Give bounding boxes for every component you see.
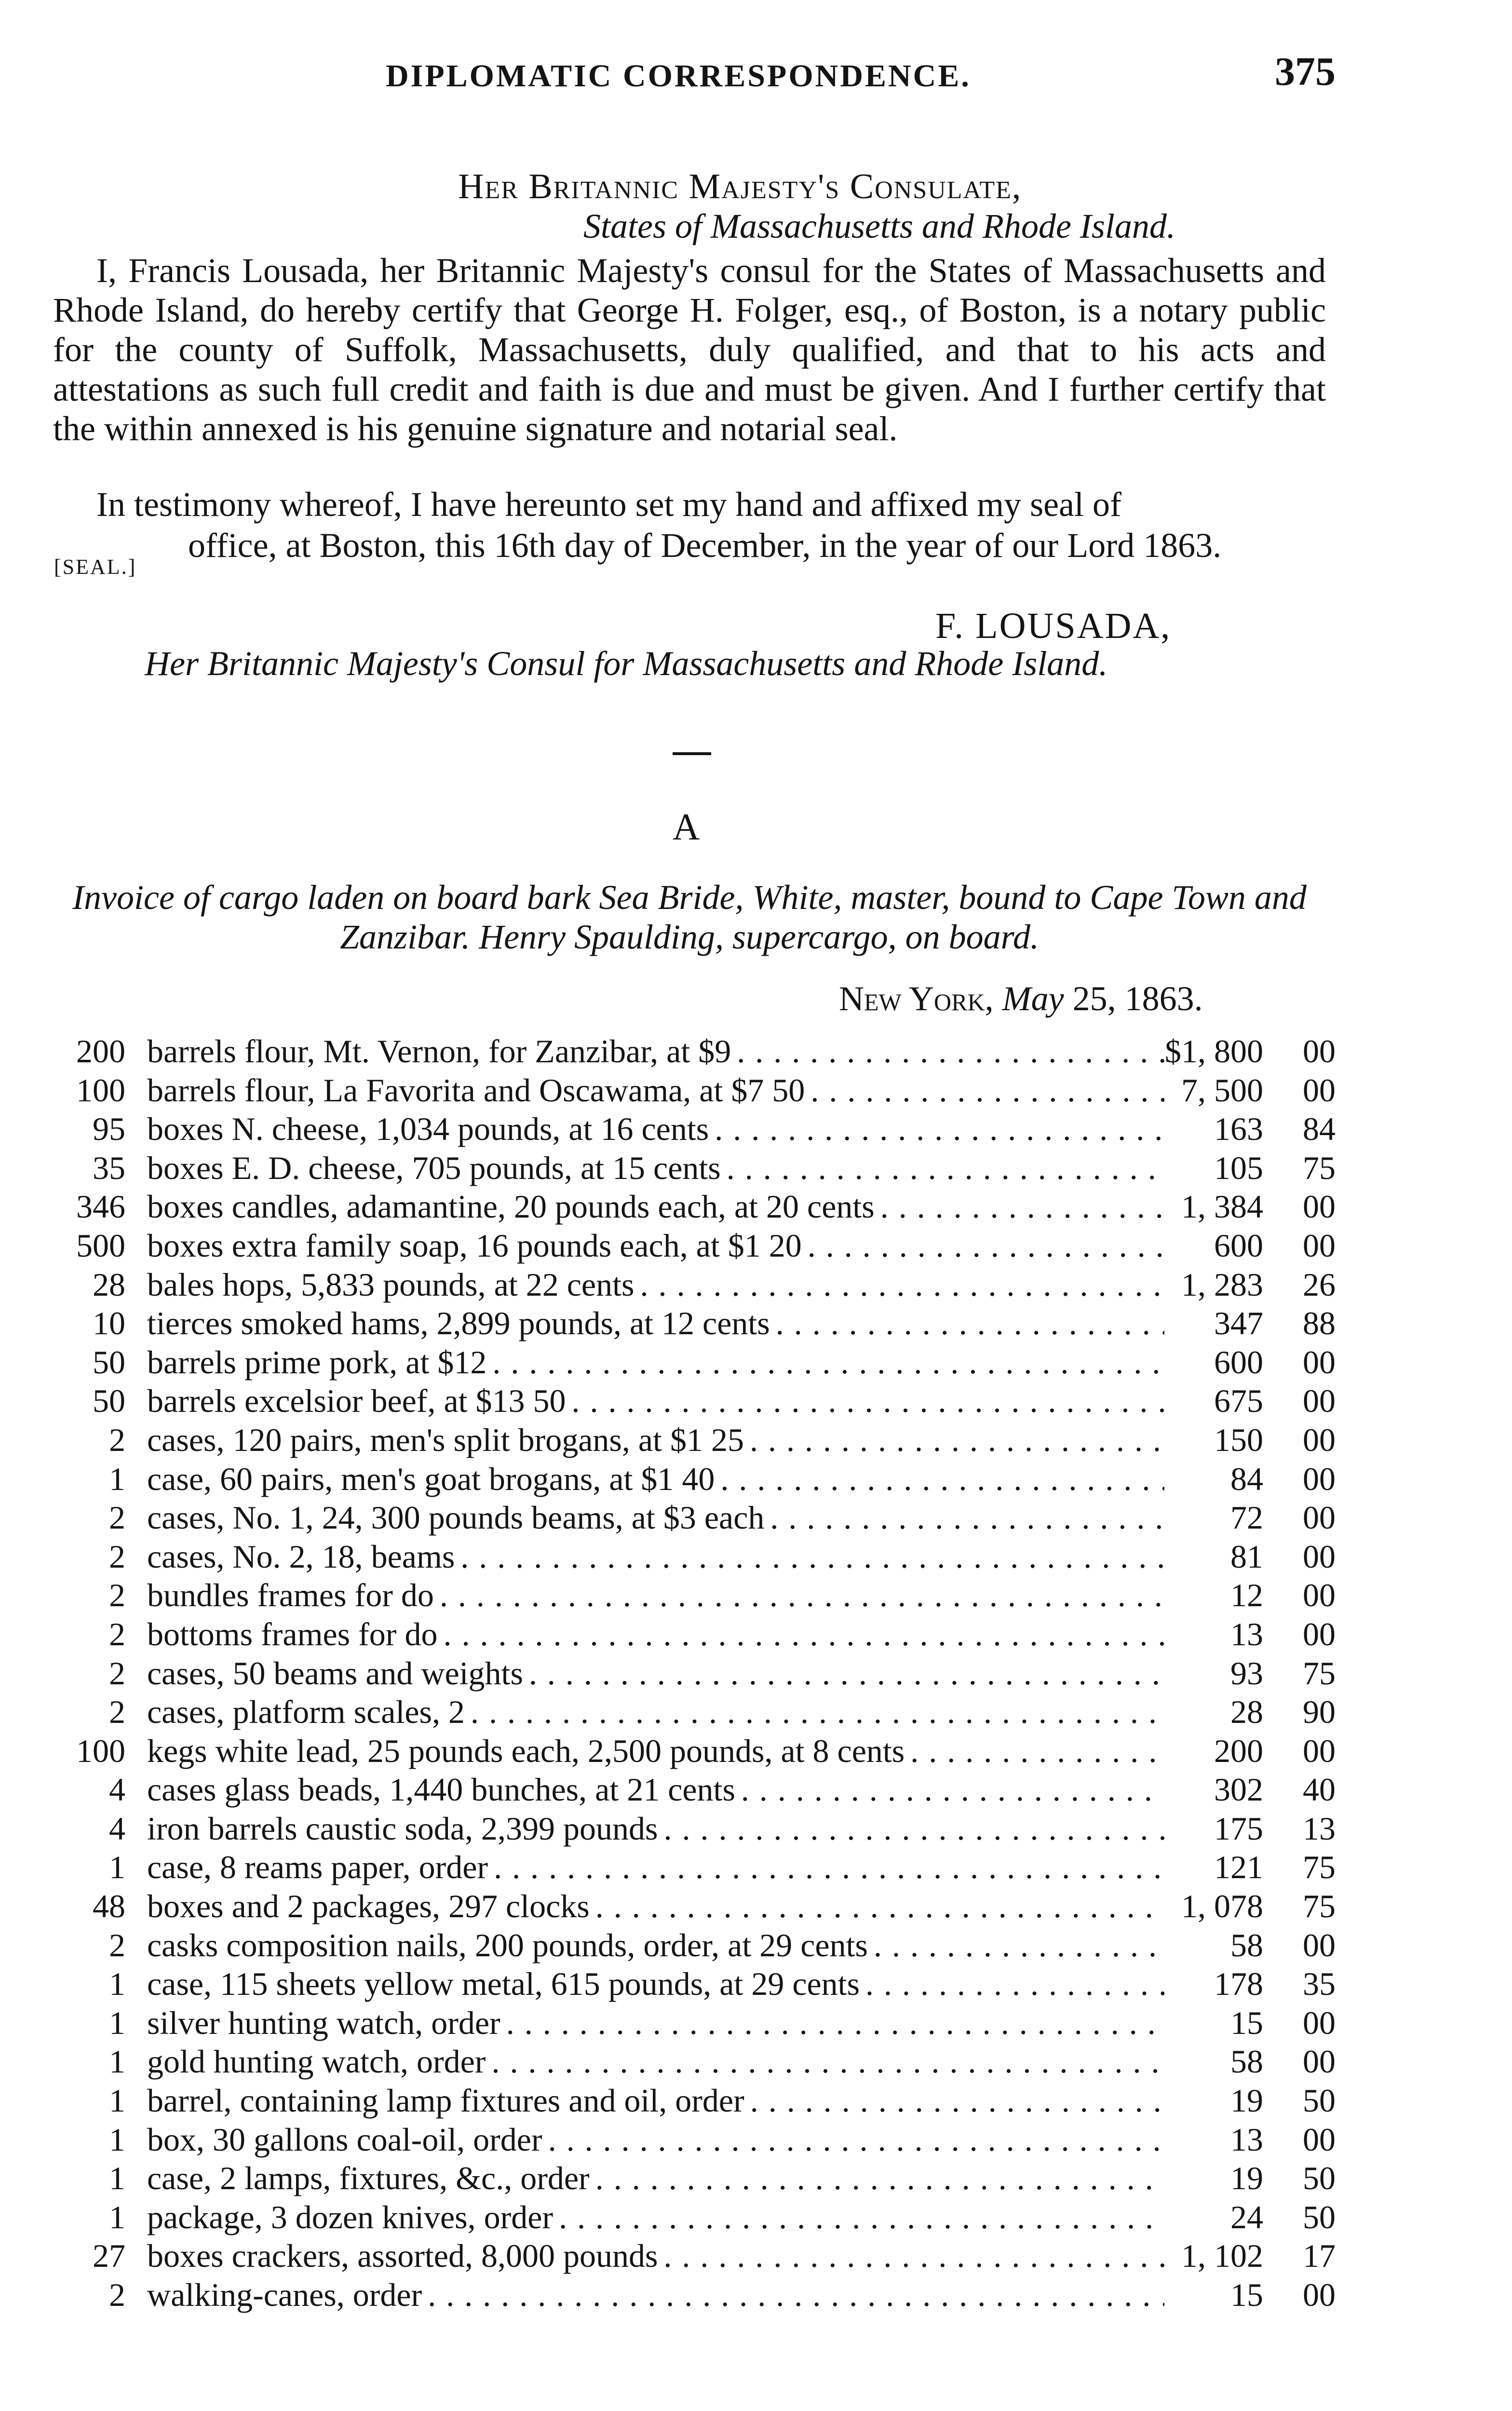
invoice-row xyxy=(53,1848,1336,1887)
item-cents: 00 xyxy=(1303,1421,1336,1458)
item-description: barrel, containing lamp fixtures and oil, order xyxy=(147,2082,750,2119)
invoice-row xyxy=(53,1537,1336,1576)
item-amount: 1, 102 xyxy=(1181,2237,1263,2275)
item-description: cases, platform scales, 2 xyxy=(147,1693,471,1730)
invoice-row xyxy=(53,1693,1336,1732)
item-cents: 00 xyxy=(1303,1227,1336,1264)
consulate-heading: Her Britannic Majesty's Consulate, xyxy=(458,167,1022,206)
item-leader xyxy=(147,1032,1164,1070)
running-head xyxy=(48,48,1336,101)
invoice-row xyxy=(53,2198,1336,2237)
item-leader xyxy=(147,2081,1164,2120)
invoice-row xyxy=(53,1732,1336,1771)
section-letter: A xyxy=(673,806,700,848)
dateline-rest: 25, 1863. xyxy=(1072,979,1203,1018)
item-quantity: 1 xyxy=(109,1849,125,1886)
item-quantity: 1 xyxy=(109,1965,125,2003)
item-quantity: 1 xyxy=(109,2043,125,2080)
page-number: 375 xyxy=(1275,49,1336,94)
item-amount: 105 xyxy=(1214,1149,1263,1186)
invoice-row xyxy=(53,1654,1336,1693)
item-quantity: 50 xyxy=(93,1382,125,1420)
item-amount: 200 xyxy=(1214,1732,1263,1769)
item-quantity: 35 xyxy=(93,1149,125,1186)
item-leader xyxy=(147,1732,1164,1770)
item-description: boxes and 2 packages, 297 clocks xyxy=(147,1888,595,1924)
signer-name: F. LOUSADA, xyxy=(935,606,1172,646)
item-description: barrels prime pork, at $12 xyxy=(147,1344,492,1381)
item-quantity: 2 xyxy=(109,1926,125,1964)
item-quantity: 500 xyxy=(76,1227,125,1264)
item-description: case, 60 pairs, men's goat brogans, at $1 40 xyxy=(147,1461,720,1497)
invoice-row xyxy=(53,1071,1336,1110)
item-cents: 75 xyxy=(1303,1888,1336,1925)
item-description: tierces smoked hams, 2,899 pounds, at 12 cents xyxy=(147,1305,776,1341)
item-description: boxes candles, adamantine, 20 pounds each, at 20 cents xyxy=(147,1188,880,1225)
item-leader xyxy=(147,1265,1164,1304)
item-cents: 40 xyxy=(1303,1771,1336,1808)
dateline-month: May xyxy=(1002,979,1064,1018)
item-quantity: 2 xyxy=(109,1538,125,1575)
invoice-row xyxy=(53,1926,1336,1965)
invoice-row xyxy=(53,1304,1336,1343)
item-amount: 12 xyxy=(1230,1577,1263,1614)
item-quantity: 2 xyxy=(109,1421,125,1458)
item-quantity: 2 xyxy=(109,1654,125,1692)
item-quantity: 4 xyxy=(109,1810,125,1847)
invoice-row xyxy=(53,1576,1336,1615)
invoice-row xyxy=(53,1187,1336,1226)
item-cents: 00 xyxy=(1303,1033,1336,1070)
item-description: boxes E. D. cheese, 705 pounds, at 15 cents xyxy=(147,1150,727,1186)
item-amount: 163 xyxy=(1214,1111,1263,1148)
item-description: box, 30 gallons coal-oil, order xyxy=(147,2121,548,2158)
item-leader xyxy=(147,1110,1164,1148)
item-cents: 35 xyxy=(1303,1965,1336,2003)
item-description: barrels flour, Mt. Vernon, for Zanzibar, at $9 xyxy=(147,1033,737,1070)
item-cents: 00 xyxy=(1303,1732,1336,1769)
invoice-row xyxy=(53,1265,1336,1304)
item-description: iron barrels caustic soda, 2,399 pounds xyxy=(147,1810,663,1847)
invoice-row xyxy=(53,1964,1336,2004)
item-cents: 75 xyxy=(1303,1149,1336,1186)
item-cents: 26 xyxy=(1303,1266,1336,1303)
item-leader xyxy=(147,1149,1164,1187)
item-cents: 00 xyxy=(1303,1615,1336,1652)
item-description: bales hops, 5,833 pounds, at 22 cents xyxy=(147,1266,640,1303)
item-leader xyxy=(147,2276,1164,2314)
invoice-row xyxy=(53,2120,1336,2159)
item-leader xyxy=(147,1848,1164,1886)
item-amount: 347 xyxy=(1214,1305,1263,1342)
item-leader xyxy=(147,2236,1164,2275)
item-leader xyxy=(147,2120,1164,2159)
item-cents: 00 xyxy=(1303,2043,1336,2080)
item-leader xyxy=(147,1226,1164,1265)
item-cents: 00 xyxy=(1303,1071,1336,1109)
item-leader xyxy=(147,1071,1164,1110)
item-description: silver hunting watch, order xyxy=(147,2005,506,2041)
item-cents: 50 xyxy=(1303,2160,1336,2197)
testimony-continuation: office, at Boston, this 16th day of December, in the year of our Lord 1863. xyxy=(188,526,1222,565)
signer-title: Her Britannic Majesty's Consul for Massachusetts and Rhode Island. xyxy=(145,644,1108,683)
item-cents: 50 xyxy=(1303,2198,1336,2235)
item-amount: 15 xyxy=(1230,2276,1263,2313)
item-amount: 24 xyxy=(1230,2198,1263,2235)
section-divider xyxy=(673,752,711,755)
item-quantity: 1 xyxy=(109,2082,125,2119)
item-amount: 302 xyxy=(1214,1771,1263,1808)
item-description: boxes extra family soap, 16 pounds each, at $1 20 xyxy=(147,1227,808,1264)
item-description: case, 115 sheets yellow metal, 615 pounds, at 29 cents xyxy=(147,1965,865,2002)
item-cents: 00 xyxy=(1303,1460,1336,1497)
item-leader xyxy=(147,1615,1164,1653)
item-quantity: 2 xyxy=(109,1615,125,1652)
item-leader xyxy=(147,1382,1164,1420)
item-leader xyxy=(147,1654,1164,1693)
item-leader xyxy=(147,2159,1164,2197)
item-cents: 00 xyxy=(1303,1577,1336,1614)
item-cents: 00 xyxy=(1303,1538,1336,1575)
invoice-title: Invoice of cargo laden on board bark Sea Bride, White, master, bound to Cape Town and Zanzibar. Henry Spaulding, supercargo, on board. xyxy=(72,878,1307,956)
item-cents: 84 xyxy=(1303,1111,1336,1148)
item-quantity: 100 xyxy=(76,1071,125,1109)
item-quantity: 27 xyxy=(93,2237,125,2275)
invoice-row xyxy=(53,1809,1336,1848)
item-description: cases, No. 2, 18, beams xyxy=(147,1538,460,1575)
item-description: cases, 50 beams and weights xyxy=(147,1655,529,1692)
item-leader xyxy=(147,1887,1164,1925)
item-cents: 00 xyxy=(1303,1382,1336,1420)
item-quantity: 4 xyxy=(109,1771,125,1808)
item-amount: 600 xyxy=(1214,1227,1263,1264)
invoice-row xyxy=(53,2004,1336,2043)
item-leader xyxy=(147,1304,1164,1342)
item-description: boxes N. cheese, 1,034 pounds, at 16 cents xyxy=(147,1111,715,1147)
item-amount: 13 xyxy=(1230,1615,1263,1652)
item-quantity: 1 xyxy=(109,2004,125,2041)
item-leader xyxy=(147,1187,1164,1226)
item-description: casks composition nails, 200 pounds, order, at 29 cents xyxy=(147,1927,874,1964)
item-description: bottoms frames for do xyxy=(147,1616,443,1652)
item-leader xyxy=(147,1809,1164,1848)
item-amount: 93 xyxy=(1230,1654,1263,1692)
item-cents: 00 xyxy=(1303,1499,1336,1536)
item-leader xyxy=(147,1460,1164,1498)
item-quantity: 2 xyxy=(109,2276,125,2313)
item-leader xyxy=(147,1576,1164,1614)
invoice-row xyxy=(53,1421,1336,1460)
item-description: cases, 120 pairs, men's split brogans, at $1 25 xyxy=(147,1422,750,1458)
invoice-dateline xyxy=(839,979,1203,1019)
item-quantity: 48 xyxy=(93,1888,125,1925)
item-description: barrels flour, La Favorita and Oscawama, at $7 50 xyxy=(147,1072,810,1109)
invoice-row xyxy=(53,1032,1336,1071)
invoice-row xyxy=(53,1149,1336,1188)
item-description: boxes crackers, assorted, 8,000 pounds xyxy=(147,2237,663,2274)
item-quantity: 1 xyxy=(109,2198,125,2235)
item-cents: 90 xyxy=(1303,1693,1336,1731)
invoice-row xyxy=(53,1382,1336,1421)
item-amount: 675 xyxy=(1214,1382,1263,1420)
item-quantity: 28 xyxy=(93,1266,125,1303)
invoice-row xyxy=(53,2042,1336,2081)
invoice-row xyxy=(53,1615,1336,1654)
item-amount: 121 xyxy=(1214,1849,1263,1886)
item-amount: 58 xyxy=(1230,1926,1263,1964)
item-quantity: 2 xyxy=(109,1693,125,1731)
item-amount: 19 xyxy=(1230,2160,1263,2197)
item-quantity: 1 xyxy=(109,2160,125,2197)
item-cents: 75 xyxy=(1303,1654,1336,1692)
item-leader xyxy=(147,1537,1164,1576)
item-description: barrels excelsior beef, at $13 50 xyxy=(147,1382,572,1419)
invoice-row xyxy=(53,1226,1336,1265)
invoice-row xyxy=(53,1460,1336,1499)
item-cents: 00 xyxy=(1303,2004,1336,2041)
item-amount: 19 xyxy=(1230,2082,1263,2119)
item-cents: 00 xyxy=(1303,1188,1336,1225)
item-leader xyxy=(147,1498,1164,1537)
invoice-row xyxy=(53,2081,1336,2120)
item-amount: 178 xyxy=(1214,1965,1263,2003)
item-leader xyxy=(147,1964,1164,2003)
item-amount: 1, 078 xyxy=(1181,1888,1263,1925)
item-leader xyxy=(147,2004,1164,2042)
item-cents: 75 xyxy=(1303,1849,1336,1886)
item-description: case, 2 lamps, fixtures, &c., order xyxy=(147,2160,595,2196)
item-cents: 00 xyxy=(1303,1343,1336,1381)
certificate-paragraph: I, Francis Lousada, her Britannic Majesty's consul for the States of Massachusetts and Rhode Island, do hereby certify that George H. Folger, esq., of Boston, is a notary public for the county of Suffolk, Massachusetts, duly qualified, and that to his acts and attestations as such full credit and faith is due and must be given. And I further certify that the within annexed is his genuine signature and notarial seal. xyxy=(53,251,1326,448)
item-quantity: 1 xyxy=(109,2121,125,2158)
item-amount: 15 xyxy=(1230,2004,1263,2041)
item-quantity: 2 xyxy=(109,1577,125,1614)
item-quantity: 200 xyxy=(76,1033,125,1070)
item-quantity: 2 xyxy=(109,1499,125,1536)
invoice-item-list xyxy=(53,1032,1336,2315)
consulate-subheading: States of Massachusetts and Rhode Island. xyxy=(583,207,1175,245)
item-quantity: 50 xyxy=(93,1343,125,1381)
item-leader xyxy=(147,1421,1164,1459)
item-description: gold hunting watch, order xyxy=(147,2043,492,2080)
item-amount: 72 xyxy=(1230,1499,1263,1536)
item-leader xyxy=(147,1926,1164,1964)
item-leader xyxy=(147,1770,1164,1809)
item-description: bundles frames for do xyxy=(147,1577,440,1613)
item-cents: 00 xyxy=(1303,1926,1336,1964)
invoice-row xyxy=(53,1498,1336,1537)
invoice-row xyxy=(53,1343,1336,1382)
item-amount: 28 xyxy=(1230,1693,1263,1731)
invoice-row xyxy=(53,2276,1336,2315)
item-amount: 7, 500 xyxy=(1181,1071,1263,1109)
item-quantity: 10 xyxy=(93,1305,125,1342)
seal-mark: [SEAL.] xyxy=(54,555,137,579)
item-cents: 00 xyxy=(1303,2121,1336,2158)
item-description: package, 3 dozen knives, order xyxy=(147,2199,559,2235)
invoice-row xyxy=(53,1110,1336,1149)
invoice-row xyxy=(53,1887,1336,1926)
dateline-place: New York, xyxy=(839,979,994,1018)
item-amount: 84 xyxy=(1230,1460,1263,1497)
item-quantity: 346 xyxy=(76,1188,125,1225)
item-description: walking-canes, order xyxy=(147,2276,428,2313)
item-cents: 17 xyxy=(1303,2237,1336,2275)
invoice-row xyxy=(53,1770,1336,1809)
item-description: cases, No. 1, 24, 300 pounds beams, at $3 each xyxy=(147,1499,770,1536)
item-amount: 150 xyxy=(1214,1421,1263,1458)
item-cents: 00 xyxy=(1303,2276,1336,2313)
item-amount: 1, 384 xyxy=(1181,1188,1263,1225)
item-quantity: 1 xyxy=(109,1460,125,1497)
item-cents: 88 xyxy=(1303,1305,1336,1342)
item-cents: 13 xyxy=(1303,1810,1336,1847)
item-quantity: 100 xyxy=(76,1732,125,1769)
item-amount: 58 xyxy=(1230,2043,1263,2080)
item-amount: 81 xyxy=(1230,1538,1263,1575)
item-leader xyxy=(147,2198,1164,2236)
running-title: DIPLOMATIC CORRESPONDENCE. xyxy=(386,58,971,94)
testimony-line: In testimony whereof, I have hereunto set my hand and affixed my seal of xyxy=(96,485,1122,524)
item-quantity: 95 xyxy=(93,1111,125,1148)
item-amount: 13 xyxy=(1230,2121,1263,2158)
item-amount: $1, 800 xyxy=(1165,1033,1263,1070)
item-leader xyxy=(147,1693,1164,1731)
item-description: cases glass beads, 1,440 bunches, at 21 cents xyxy=(147,1771,741,1808)
item-amount: 600 xyxy=(1214,1343,1263,1381)
item-amount: 1, 283 xyxy=(1181,1266,1263,1303)
item-amount: 175 xyxy=(1214,1810,1263,1847)
item-leader xyxy=(147,1343,1164,1382)
item-cents: 50 xyxy=(1303,2082,1336,2119)
item-description: kegs white lead, 25 pounds each, 2,500 pounds, at 8 cents xyxy=(147,1733,910,1769)
invoice-row xyxy=(53,2159,1336,2198)
invoice-row xyxy=(53,2236,1336,2276)
item-description: case, 8 reams paper, order xyxy=(147,1849,494,1885)
item-leader xyxy=(147,2042,1164,2081)
